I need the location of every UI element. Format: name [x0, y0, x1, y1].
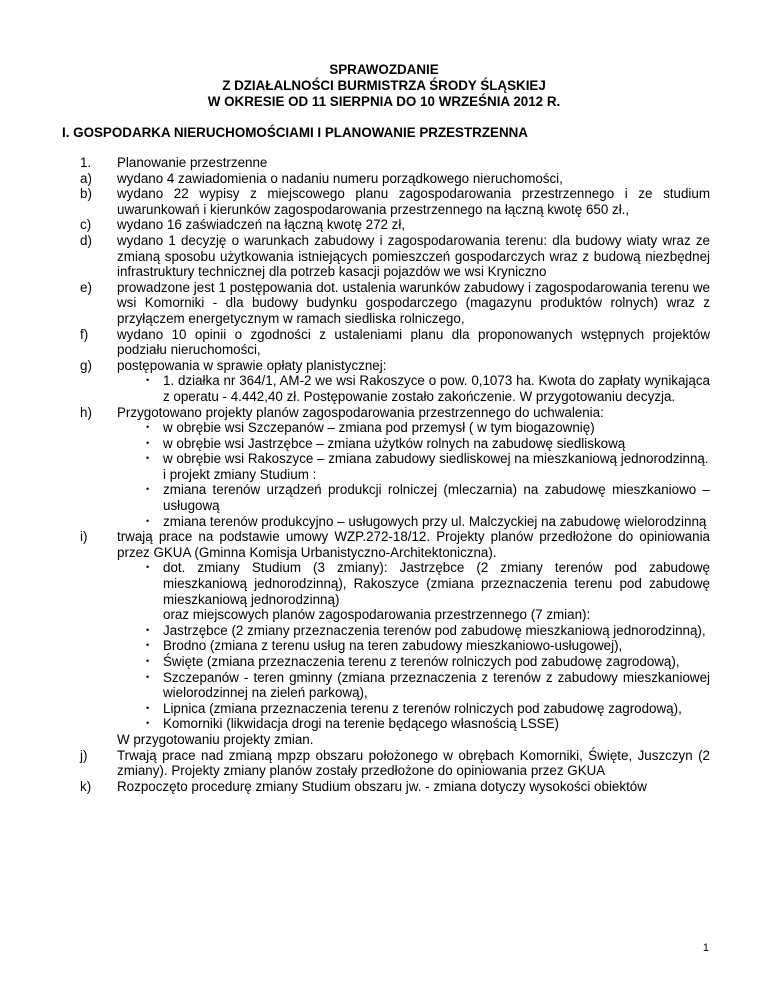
- bullet-text: w obrębie wsi Jastrzębce – zmiana użytków rolnych na zabudowę siedliskową: [163, 435, 626, 451]
- bullet-icon: •: [146, 640, 150, 651]
- item-marker: 1.: [80, 155, 92, 170]
- list-item-a: [62, 171, 710, 187]
- bullet-item: [62, 560, 710, 607]
- item-text: Rozpoczęto procedurę zmiany Studium obszaru jw. - zmiana dotyczy wysokości obiektów: [117, 778, 647, 794]
- page-number: 1: [702, 942, 709, 954]
- bullet-text: zmiana terenów produkcyjno – usługowych przy ul. Malczyckiej na zabudowę wielorodzinną: [163, 513, 707, 529]
- item-marker: j): [80, 747, 88, 763]
- bullet-item: [62, 670, 710, 701]
- item-marker: a): [80, 170, 92, 186]
- item-text: Planowanie przestrzenne: [117, 155, 268, 170]
- bullet-text: Lipnica (zmiana przeznaczenia terenu z terenów rolniczych pod zabudowę zagrodową),: [163, 700, 682, 716]
- bullet-icon: •: [146, 702, 150, 713]
- bullet-text: 1. działka nr 364/1, AM-2 we wsi Rakoszyce o pow. 0,1073 ha. Kwota do zapłaty wynikająca z operatu - 4.442,40 zł. Postępowanie zostało zakończenie. W przygotowaniu decyzja.: [163, 373, 710, 404]
- bullet-item: [62, 654, 710, 670]
- bullet-icon: •: [146, 671, 150, 682]
- bullet-icon: •: [146, 656, 150, 666]
- list-item-d: [62, 233, 710, 280]
- item-marker: k): [80, 778, 92, 794]
- bullet-text: Jastrzębce (2 zmiany przeznaczenia terenów pod zabudowę mieszkaniową jednorodzinną),: [163, 622, 706, 638]
- bullet-text: w obrębie wsi Szczepanów – zmiana pod przemysł ( w tym biogazownię): [163, 420, 595, 436]
- list-item-j: [62, 748, 710, 779]
- bullet-icon: •: [146, 437, 150, 448]
- item-marker: c): [80, 217, 92, 233]
- item-closing-note: W przygotowaniu projekty zmian.: [117, 731, 314, 747]
- list-item-c: [62, 217, 710, 233]
- bullet-icon: •: [146, 375, 150, 386]
- section-content: [62, 155, 710, 794]
- bullet-item: [62, 451, 710, 467]
- item-text: wydano 16 zaświadczeń na łączną kwotę 272 zł,: [117, 217, 406, 233]
- item-text: wydano 22 wypisy z miejscowego planu zagospodarowania przestrzennego i ze studium uwarunkowań i kierunków zagospodarowania przestrzennego na łączną kwotę 650 zł.,: [117, 186, 710, 217]
- list-item-i: [62, 529, 710, 560]
- bullet-text: zmiana terenów urządzeń produkcji rolniczej (mleczarnia) na zabudowę mieszkaniowo – usługową: [163, 482, 710, 514]
- item-text: Trwają prace nad zmianą mpzp obszaru położonego w obrębach Komorniki, Święte, Juszczyn (2 zmiany). Projekty zmiany planów zostały przedłożone do opiniowania przez GKUA: [117, 747, 710, 779]
- list-item-g: [62, 358, 710, 374]
- bullet-icon: •: [146, 562, 150, 573]
- list-item-1: [62, 155, 710, 171]
- item-text: prowadzone jest 1 postępowania dot. ustalenia warunków zabudowy i zagospodarowania terenu we wsi Komorniki - dla budowy budynku gospodarczego (magazynu produktów rolnych) wraz z przyłączem energetycznym w ramach siedliska rolniczego,: [117, 279, 710, 326]
- item-text: Przygotowano projekty planów zagospodarowania przestrzennego do uchwalenia:: [117, 404, 604, 420]
- bullet-item: [62, 638, 710, 654]
- title-line-2: Z DZIAŁALNOŚCI BURMISTRZA ŚRODY ŚLĄSKIEJ: [222, 78, 546, 93]
- item-marker: i): [80, 529, 88, 545]
- item-marker: h): [80, 404, 92, 420]
- list-item-f: [62, 327, 710, 358]
- item-text: wydano 10 opinii o zgodności z ustaleniami planu dla proponowanych wstępnych projektów podziału nieruchomości,: [117, 326, 710, 358]
- bullet-continuation: oraz miejscowych planów zagospodarowania przestrzennego (7 zmian):: [163, 607, 591, 623]
- list-item-k: [62, 779, 710, 795]
- item-text: postępowania w sprawie opłaty planistycznej:: [117, 357, 387, 373]
- title-line-1: SPRAWOZDANIE: [329, 62, 439, 77]
- bullet-item: [62, 482, 710, 513]
- bullet-item: [62, 623, 710, 639]
- bullet-icon: •: [146, 515, 150, 526]
- list-item-e: [62, 280, 710, 327]
- bullet-item: [62, 420, 710, 436]
- bullet-item: [62, 701, 710, 717]
- item-marker: d): [80, 232, 92, 248]
- bullet-icon: •: [146, 624, 150, 635]
- item-marker: b): [80, 186, 92, 202]
- bullet-text: Brodno (zmiana z terenu usług na teren zabudowy mieszkaniowo-usługowej),: [163, 638, 623, 654]
- item-marker: g): [80, 357, 92, 373]
- title-line-3: W OKRESIE OD 11 SIERPNIA DO 10 WRZEŚNIA 2012 R.: [207, 94, 561, 109]
- bullet-text: dot. zmiany Studium (3 zmiany): Jastrzębce (2 zmiany terenów pod zabudowę mieszkaniową jednorodzinną), Rakoszyce (zmiana przeznaczenia terenu pod zabudowę mieszkaniową jednorodzinną): [163, 560, 710, 607]
- bullet-text: Szczepanów - teren gminny (zmiana przeznaczenia z terenów z zabudowy mieszkaniowej wielorodzinnej na zieleń parkową),: [163, 669, 710, 701]
- bullet-text: w obrębie wsi Rakoszyce – zmiana zabudowy siedliskowej na mieszkaniową jednorodzinną.: [163, 451, 709, 467]
- bullet-icon: •: [146, 484, 150, 495]
- item-text: wydano 4 zawiadomienia o nadaniu numeru porządkowego nieruchomości,: [117, 170, 563, 186]
- bullet-icon: •: [146, 453, 150, 464]
- item-marker: f): [80, 326, 89, 342]
- list-item-b: [62, 186, 710, 217]
- bullet-item: [62, 373, 710, 404]
- bullet-item: [62, 436, 710, 452]
- bullet-icon: •: [146, 718, 150, 729]
- document-title: [0, 62, 768, 110]
- bullet-icon: •: [146, 422, 150, 433]
- item-text: wydano 1 decyzję o warunkach zabudowy i zagospodarowania terenu: dla budowy wiaty wraz ze zmianą sposobu użytkowania istniejących pomieszczeń gospodarczych wraz z budową niezbędnej infrastruktury technicznej dla potrzeb kasacji pojazdów we wsi Kryniczno: [117, 232, 710, 280]
- studium-label: i projekt zmiany Studium :: [163, 466, 317, 482]
- item-marker: e): [80, 279, 92, 295]
- bullet-text: Komorniki (likwidacja drogi na terenie będącego własnością LSSE): [163, 716, 559, 732]
- list-item-h: [62, 405, 710, 421]
- bullet-item: [62, 716, 710, 732]
- item-text: trwają prace na podstawie umowy WZP.272-18/12. Projekty planów przedłożone do opiniowania przez GKUA (Gminna Komisja Urbanistyczno-Architektoniczna).: [117, 529, 710, 560]
- section-heading: I. GOSPODARKA NIERUCHOMOŚCIAMI I PLANOWANIE PRZESTRZENNA: [62, 125, 528, 140]
- bullet-text: Święte (zmiana przeznaczenia terenu z terenów rolniczych pod zabudowę zagrodową),: [163, 654, 680, 669]
- bullet-item: [62, 514, 710, 530]
